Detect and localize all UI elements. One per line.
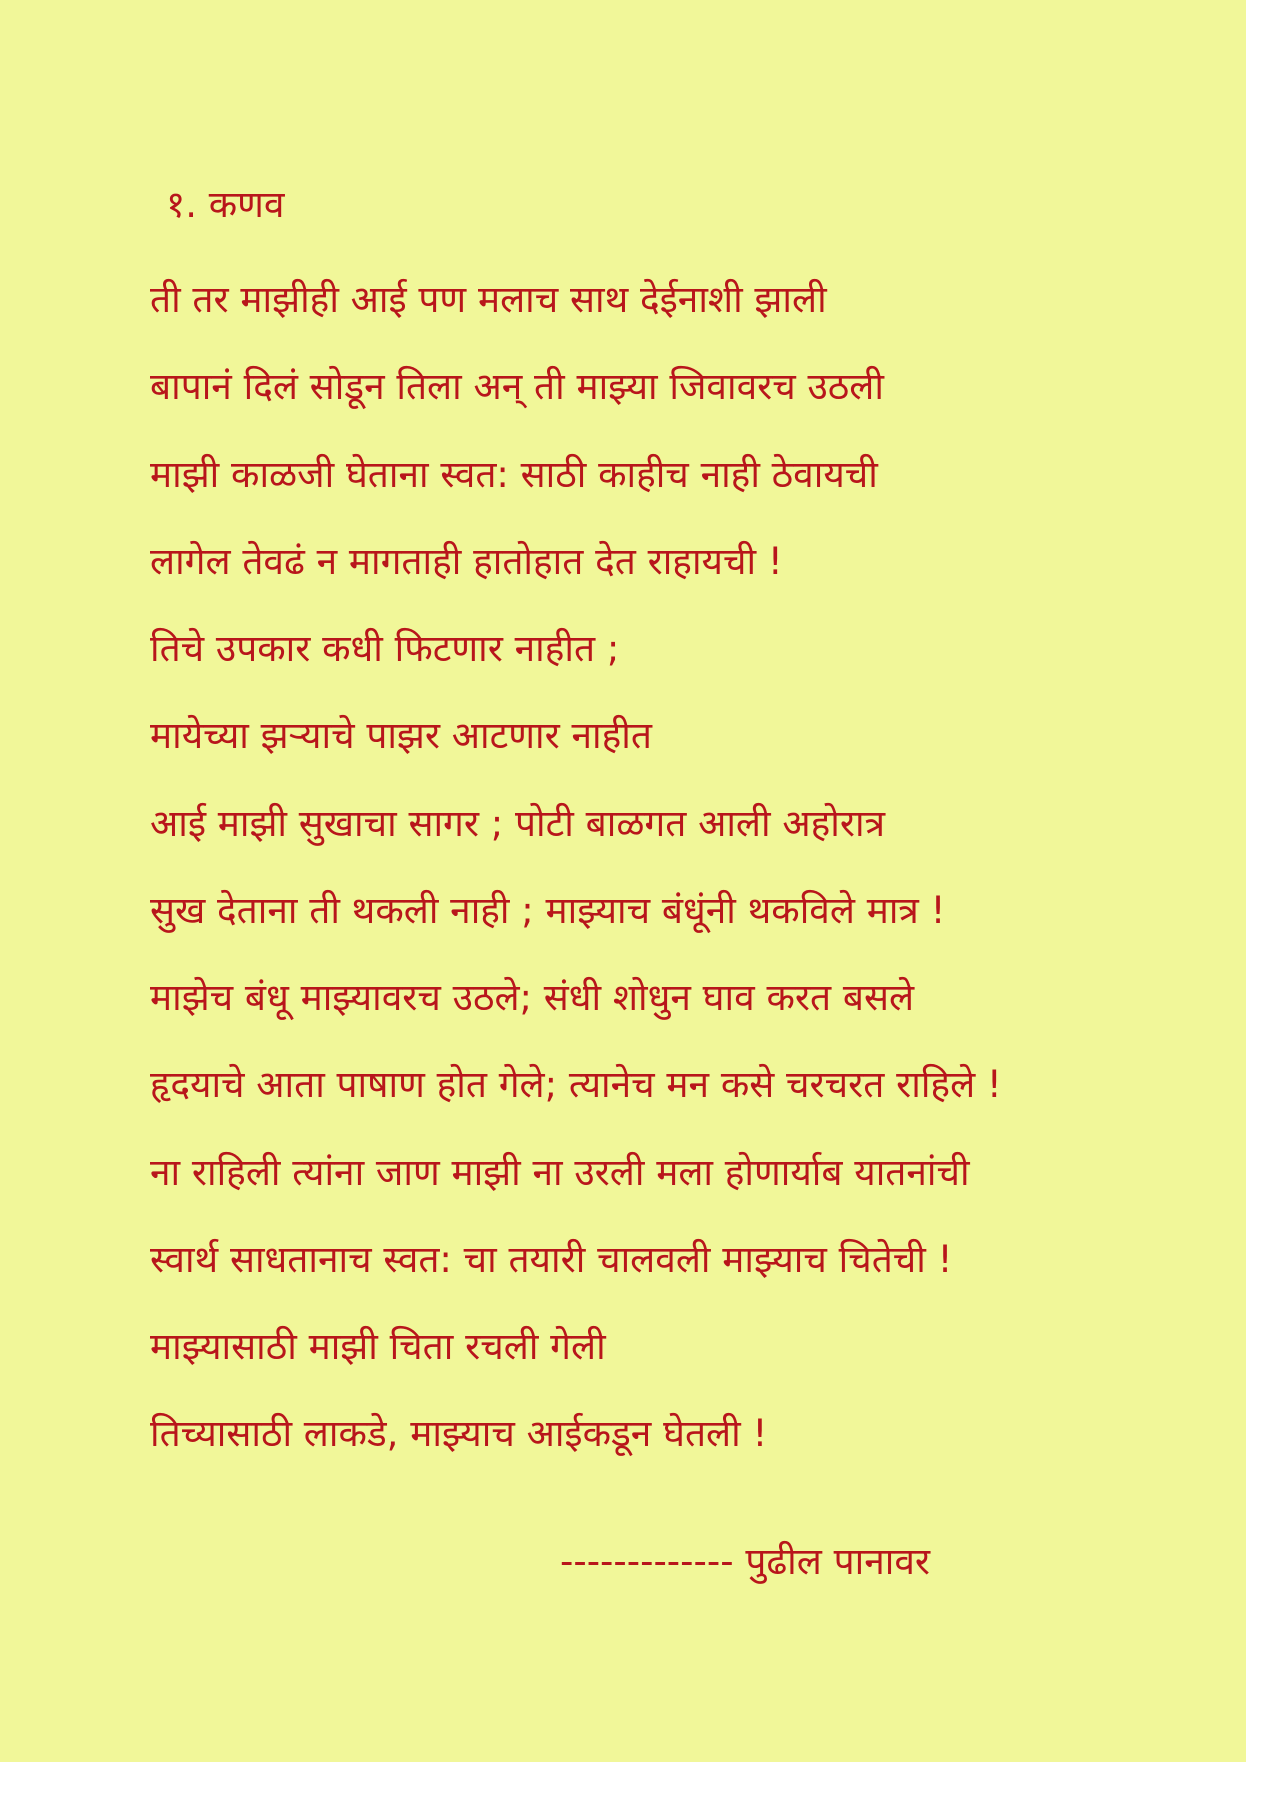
poem-line: ना राहिली त्यांना जाण माझी ना उरली मला होणार्याब यातनांची bbox=[150, 1151, 970, 1194]
poem-line: माझी काळजी घेताना स्वत: साठी काहीच नाही ठेवायची bbox=[150, 453, 878, 496]
poem-line: तिच्यासाठी लाकडे, माझ्याच आईकडून घेतली ! bbox=[150, 1412, 768, 1455]
continued-note: ------------- पुढील पानावर bbox=[560, 1540, 931, 1583]
poem-line: लागेल तेवढं न मागताही हातोहात देत राहायची ! bbox=[150, 540, 783, 583]
poem-line: तिचे उपकार कधी फिटणार नाहीत ; bbox=[150, 627, 620, 670]
poem-line: आई माझी सुखाचा सागर ; पोटी बाळगत आली अहोरात्र bbox=[150, 802, 885, 845]
poem-title: १. कणव bbox=[166, 183, 285, 226]
poem-line: स्वार्थ साधतानाच स्वत: चा तयारी चालवली माझ्याच चितेची ! bbox=[150, 1238, 953, 1281]
poem-line: ती तर माझीही आई पण मलाच साथ देईनाशी झाली bbox=[150, 278, 827, 321]
poem-line: माझेच बंधू माझ्यावरच उठले; संधी शोधुन घाव करत बसले bbox=[150, 976, 915, 1019]
poem-line: हृदयाचे आता पाषाण होत गेले; त्यानेच मन कसे चरचरत राहिले ! bbox=[150, 1063, 1002, 1106]
poem-line: मायेच्या झऱ्याचे पाझर आटणार नाहीत bbox=[150, 714, 652, 757]
poem-line: सुख देताना ती थकली नाही ; माझ्याच बंधूंनी थकविले मात्र ! bbox=[150, 889, 946, 932]
poem-line: माझ्यासाठी माझी चिता रचली गेली bbox=[150, 1325, 606, 1368]
poem-line: बापानं दिलं सोडून तिला अन् ती माझ्या जिवावरच उठली bbox=[150, 365, 884, 408]
